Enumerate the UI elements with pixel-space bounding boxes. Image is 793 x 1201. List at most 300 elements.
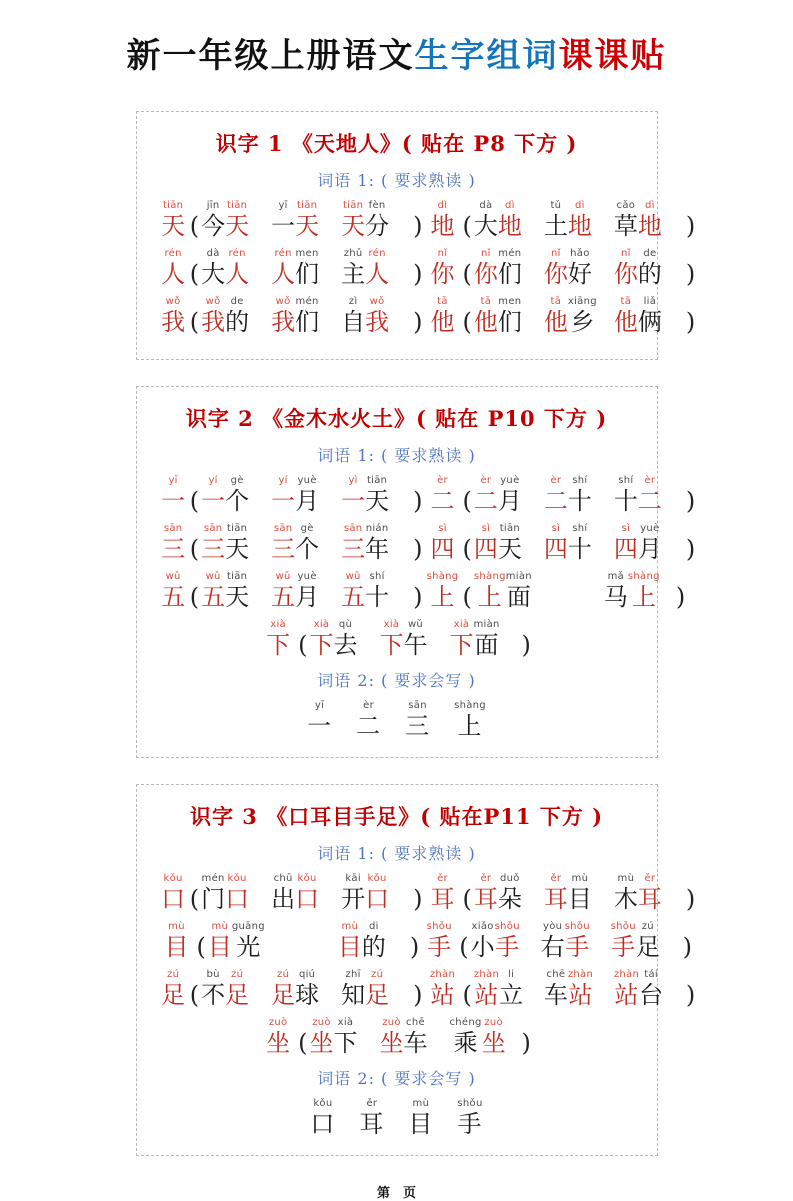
compound-word [544, 874, 610, 914]
compound-word [474, 297, 540, 337]
word-row [145, 921, 692, 962]
compound-word [201, 874, 267, 914]
compound-word [271, 249, 337, 289]
hanzi-char: 草 [613, 212, 638, 240]
char-cell [295, 201, 319, 241]
compound-word [614, 249, 680, 289]
char-cell [310, 1099, 335, 1139]
char-cell [201, 201, 225, 241]
char-cell [359, 1099, 384, 1139]
headword-cell [425, 970, 461, 1010]
section-title: 识字 2 《金木水火土》( 贴在 P10 下方 ) [185, 406, 608, 431]
pinyin-label: shǒu [610, 921, 636, 932]
worksheet-sections [0, 111, 793, 1156]
pinyin-label: xià [453, 619, 470, 630]
headword-cell [159, 201, 188, 241]
headword-cell [159, 922, 195, 962]
compound-word [341, 476, 407, 516]
pinyin-label: mǎ [607, 571, 625, 582]
section-subtitle-read: 词语 1: ( 要求熟读 ) [317, 446, 476, 465]
char-cell [271, 201, 295, 241]
hanzi-char: 天 [225, 212, 250, 240]
hanzi-char: 站 [614, 981, 639, 1009]
char-cell [474, 572, 506, 612]
char-cell [341, 476, 365, 516]
hanzi-char: 车 [543, 981, 568, 1009]
char-cell [614, 249, 638, 289]
char-cell [565, 922, 590, 962]
char-cell [365, 572, 389, 612]
write-words-row [145, 701, 649, 741]
word-group [425, 476, 698, 516]
hanzi-char: 目 [408, 1110, 434, 1138]
hanzi-char: 的 [637, 260, 662, 288]
pinyin-label: xià [337, 1017, 354, 1028]
char-cell [568, 970, 593, 1010]
close-paren: ) [685, 260, 696, 288]
char-cell [568, 297, 597, 337]
hanzi-char: 口 [225, 885, 250, 913]
compound-word [310, 620, 376, 660]
pinyin-label: tiān [342, 200, 364, 211]
char-cell [474, 524, 498, 564]
char-cell [614, 201, 638, 241]
char-cell [474, 249, 498, 289]
hanzi-char: 天 [161, 212, 186, 240]
hanzi-char: 耳 [473, 885, 498, 913]
headword-cell [425, 524, 461, 564]
char-cell [474, 970, 499, 1010]
hanzi-char: 人 [225, 260, 250, 288]
pinyin-label: di [369, 921, 379, 932]
pinyin-label: shǒu [457, 1098, 483, 1109]
headword-cell [159, 297, 188, 337]
pinyin-label: tiān [162, 200, 184, 211]
pinyin-label: shàng [454, 700, 486, 711]
pinyin-label: ěr [550, 873, 562, 884]
headword-cell [425, 249, 461, 289]
hanzi-char: 光 [236, 933, 261, 961]
pinyin-label: rén [228, 248, 246, 259]
char-cell [638, 476, 662, 516]
pinyin-label: zuò [382, 1017, 401, 1028]
pinyin-label: shàng [627, 571, 660, 582]
hanzi-char: 站 [474, 981, 499, 1009]
pinyin-label: èr [644, 475, 656, 486]
char-cell [614, 297, 638, 337]
hanzi-char: 门 [201, 885, 226, 913]
word-group [159, 524, 425, 564]
compound-word [201, 970, 267, 1010]
hanzi-char: 好 [567, 260, 592, 288]
hanzi-char: 车 [403, 1029, 428, 1057]
char-cell [471, 922, 495, 962]
pinyin-label: dà [206, 248, 220, 259]
hanzi-char: 五 [201, 583, 226, 611]
char-cell [271, 297, 295, 337]
char-cell [568, 201, 592, 241]
pinyin-label: zhàn [429, 969, 456, 980]
char-cell [639, 970, 663, 1010]
hanzi-char: 手 [611, 933, 636, 961]
hanzi-char: 大 [473, 212, 498, 240]
hanzi-char: 的 [225, 308, 250, 336]
headword-cell [159, 970, 188, 1010]
hanzi-char: 地 [497, 212, 522, 240]
char-cell [568, 874, 592, 914]
headword-cell [425, 572, 461, 612]
section-subtitle-write: 词语 2: ( 要求会写 ) [317, 1069, 476, 1088]
char-cell [201, 297, 225, 337]
char-cell [638, 201, 662, 241]
hanzi-char: 足 [635, 933, 660, 961]
char-cell [614, 476, 638, 516]
char-cell [295, 249, 319, 289]
compound-word [614, 476, 680, 516]
pinyin-label: tiān [296, 200, 318, 211]
pinyin-label: shǒu [426, 921, 452, 932]
pinyin-label: ěr [366, 1098, 378, 1109]
close-paren: ) [413, 212, 423, 240]
compound-word [380, 620, 446, 660]
hanzi-char: 三 [271, 535, 296, 563]
section-box-2 [136, 386, 696, 758]
word-group [159, 922, 422, 962]
char-cell [498, 297, 522, 337]
char-cell [404, 620, 428, 660]
compound-word [338, 922, 404, 962]
compound-word [271, 476, 337, 516]
hanzi-char: 月 [295, 583, 320, 611]
char-cell [271, 524, 295, 564]
pinyin-label: sì [481, 523, 491, 534]
hanzi-char: 今 [201, 212, 226, 240]
char-cell [365, 524, 389, 564]
hanzi-char: 足 [365, 981, 390, 1009]
hanzi-char: 二 [356, 712, 382, 740]
pinyin-label: tiān [499, 523, 521, 534]
hanzi-char: 天 [365, 487, 390, 515]
close-paren: ) [521, 631, 531, 659]
char-cell [310, 1018, 334, 1058]
close-paren: ) [413, 308, 423, 336]
char-cell [611, 922, 636, 962]
pinyin-label: tā [480, 296, 492, 307]
hanzi-char: 三 [341, 535, 366, 563]
hanzi-char: 一 [271, 212, 296, 240]
hanzi-char: 十 [567, 535, 592, 563]
char-cell [541, 922, 565, 962]
pinyin-label: shí [618, 475, 634, 486]
char-cell [568, 249, 592, 289]
hanzi-char: 手 [565, 933, 590, 961]
compound-word [271, 524, 337, 564]
open-paren: ( [462, 487, 472, 515]
close-paren: ) [413, 885, 423, 913]
open-paren: ( [189, 212, 200, 240]
char-cell [380, 1018, 404, 1058]
hanzi-char: 四 [473, 535, 498, 563]
word-group [159, 970, 425, 1010]
pinyin-label: wǔ [407, 619, 424, 630]
pinyin-label: dì [437, 200, 448, 211]
pinyin-label: qù [338, 619, 353, 630]
hanzi-char: 他 [430, 308, 455, 336]
pinyin-label: rén [368, 248, 386, 259]
close-paren: ) [521, 1029, 531, 1057]
char-cell [271, 572, 295, 612]
hanzi-char: 你 [430, 260, 455, 288]
char-cell [404, 1018, 428, 1058]
pinyin-label: ěr [437, 873, 448, 884]
pinyin-label: wǔ [165, 571, 181, 582]
pinyin-label: tiān [226, 523, 248, 534]
close-paren: ) [685, 308, 696, 336]
hanzi-char: 下 [266, 631, 291, 659]
word-group [425, 874, 698, 914]
hanzi-char: 三 [201, 535, 226, 563]
pinyin-label: kāi [345, 873, 361, 884]
headword-cell [159, 572, 188, 612]
hanzi-char: 年 [365, 535, 390, 563]
compound-word [604, 572, 670, 612]
char-cell [482, 1018, 506, 1058]
char-cell [544, 874, 568, 914]
hanzi-char: 五 [341, 583, 366, 611]
compound-word [474, 476, 540, 516]
char-cell [498, 201, 522, 241]
char-cell [365, 874, 389, 914]
char-cell [365, 970, 389, 1010]
hanzi-char: 一 [341, 487, 366, 515]
hanzi-char: 俩 [637, 308, 662, 336]
pinyin-label: mù [412, 1098, 430, 1109]
pinyin-label: chē [546, 969, 566, 980]
open-paren: ( [462, 885, 472, 913]
pinyin-label: yì [348, 475, 358, 486]
compound-word [450, 1018, 516, 1058]
char-cell [498, 476, 522, 516]
char-cell [474, 201, 498, 241]
pinyin-label: sì [621, 523, 631, 534]
pinyin-label: shí [572, 523, 588, 534]
char-cell [498, 249, 522, 289]
hanzi-char: 十 [365, 583, 390, 611]
char-cell [474, 297, 498, 337]
compound-word [341, 297, 407, 337]
close-paren: ) [675, 583, 686, 611]
open-paren: ( [189, 981, 200, 1009]
hanzi-char: 上 [477, 583, 502, 611]
word-group [159, 249, 425, 289]
char-cell [498, 524, 522, 564]
pinyin-label: de [643, 248, 657, 259]
pinyin-label: sān [343, 523, 363, 534]
word-group [425, 297, 698, 337]
word-row [145, 296, 696, 337]
headword-cell [260, 620, 296, 660]
compound-word [544, 476, 610, 516]
char-cell [225, 524, 249, 564]
word-group [159, 201, 425, 241]
section-subtitle-read: 词语 1: ( 要求熟读 ) [317, 844, 476, 863]
hanzi-char: 们 [497, 308, 522, 336]
pinyin-label: zuò [312, 1017, 331, 1028]
pinyin-label: wǔ [275, 571, 291, 582]
char-cell [405, 701, 430, 741]
char-cell [450, 620, 474, 660]
char-cell [544, 476, 568, 516]
pinyin-label: kǒu [227, 873, 247, 884]
compound-word [201, 476, 267, 516]
pinyin-label: yī [278, 200, 288, 211]
hanzi-char: 们 [295, 260, 320, 288]
char-cell [614, 970, 639, 1010]
page-title-part-blue: 生字组词 [414, 36, 559, 76]
compound-word [614, 201, 680, 241]
write-words-row [145, 1099, 649, 1139]
char-cell [365, 297, 389, 337]
char-cell [380, 620, 404, 660]
hanzi-char: 口 [310, 1110, 336, 1138]
word-row [145, 620, 649, 660]
char-cell [506, 572, 532, 612]
pinyin-label: miàn [473, 619, 500, 630]
word-group [159, 297, 425, 337]
char-cell [544, 201, 568, 241]
pinyin-label: rén [164, 248, 182, 259]
char-cell [638, 524, 662, 564]
hanzi-char: 人 [271, 260, 296, 288]
pinyin-label: zú [641, 921, 654, 932]
char-cell [365, 201, 389, 241]
pinyin-label: yuè [500, 475, 520, 486]
pinyin-label: shǒu [494, 921, 520, 932]
hanzi-char: 不 [201, 981, 226, 1009]
hanzi-char: 我 [161, 308, 186, 336]
hanzi-char: 我 [201, 308, 226, 336]
hanzi-char: 地 [567, 212, 592, 240]
char-cell [544, 249, 568, 289]
hanzi-char: 们 [295, 308, 320, 336]
hanzi-char: 面 [506, 583, 531, 611]
compound-word [341, 572, 407, 612]
pinyin-label: shàng [426, 571, 459, 582]
pinyin-label: nǐ [621, 248, 631, 259]
word-row [145, 200, 696, 241]
char-cell [638, 297, 662, 337]
pinyin-label: shàng [473, 571, 506, 582]
pinyin-label: kǒu [163, 873, 183, 884]
char-cell [225, 970, 249, 1010]
close-paren: ) [413, 535, 423, 563]
hanzi-char: 朵 [497, 885, 522, 913]
pinyin-label: mén [295, 296, 319, 307]
pinyin-label: mù [211, 921, 229, 932]
hanzi-char: 月 [637, 535, 662, 563]
hanzi-char: 你 [473, 260, 498, 288]
hanzi-char: 地 [637, 212, 662, 240]
hanzi-char: 右 [540, 933, 565, 961]
headword-cell [159, 874, 188, 914]
open-paren: ( [196, 933, 206, 961]
pinyin-label: wǔ [345, 571, 361, 582]
hanzi-char: 五 [161, 583, 186, 611]
hanzi-char: 手 [495, 933, 520, 961]
hanzi-char: 上 [631, 583, 656, 611]
char-cell [341, 201, 365, 241]
pinyin-label: mén [201, 873, 225, 884]
word-row [145, 248, 696, 289]
char-cell [614, 874, 638, 914]
close-paren: ) [685, 885, 696, 913]
pinyin-label: tiān [226, 571, 248, 582]
pinyin-label: wǒ [165, 296, 181, 307]
hanzi-char: 你 [613, 260, 638, 288]
pinyin-label: nǐ [437, 248, 448, 259]
char-cell [341, 297, 365, 337]
char-cell [362, 922, 386, 962]
hanzi-char: 坐 [266, 1029, 291, 1057]
pinyin-label: kǒu [367, 873, 387, 884]
hanzi-char: 三 [161, 535, 186, 563]
char-cell [341, 970, 365, 1010]
open-paren: ( [189, 487, 200, 515]
compound-word [208, 922, 274, 962]
hanzi-char: 立 [499, 981, 524, 1009]
pinyin-label: gè [230, 475, 244, 486]
hanzi-char: 乘 [453, 1029, 478, 1057]
hanzi-char: 目 [567, 885, 592, 913]
word-row [145, 475, 696, 516]
pinyin-label: nǐ [551, 248, 561, 259]
char-cell [495, 922, 520, 962]
char-cell [201, 970, 225, 1010]
char-cell [225, 297, 249, 337]
hanzi-char: 下 [309, 631, 334, 659]
char-cell [636, 922, 660, 962]
hanzi-char: 四 [430, 535, 455, 563]
compound-word [201, 297, 267, 337]
hanzi-char: 足 [225, 981, 250, 1009]
word-group [260, 620, 533, 660]
char-cell [208, 922, 232, 962]
hanzi-char: 坐 [481, 1029, 506, 1057]
char-cell [544, 524, 568, 564]
word-row [145, 873, 696, 914]
pinyin-label: èr [480, 475, 492, 486]
hanzi-char: 主 [341, 260, 366, 288]
char-cell [225, 874, 249, 914]
pinyin-label: xià [270, 619, 286, 630]
open-paren: ( [189, 308, 200, 336]
char-cell [638, 874, 662, 914]
char-cell [201, 476, 225, 516]
char-cell [295, 572, 319, 612]
char-cell [365, 249, 389, 289]
word-group [159, 476, 425, 516]
hanzi-char: 天 [295, 212, 320, 240]
pinyin-label: mù [341, 921, 359, 932]
pinyin-label: ěr [480, 873, 492, 884]
hanzi-char: 知 [341, 981, 366, 1009]
section-box-1 [136, 111, 696, 360]
hanzi-char: 人 [161, 260, 186, 288]
pinyin-label: yī [168, 475, 178, 486]
headword-cell [159, 476, 188, 516]
char-cell [628, 572, 660, 612]
hanzi-char: 们 [497, 260, 522, 288]
